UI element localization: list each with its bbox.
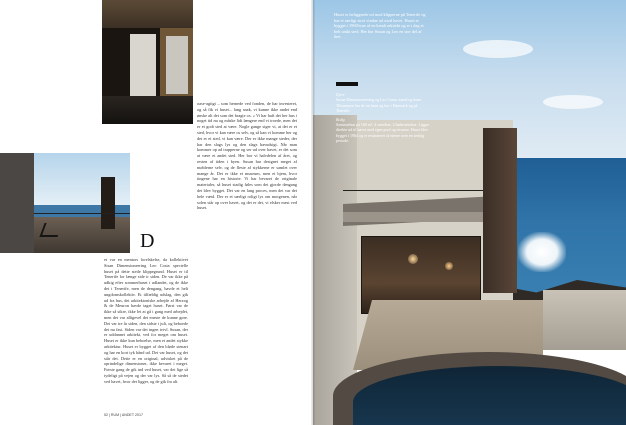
photo-wall <box>0 153 34 253</box>
hero-terrace-deck <box>343 212 491 222</box>
hero-lamp-glow <box>408 254 418 264</box>
photo-caption: Huset er beliggende ud mod klipperne på Tenerife og har et særligt stort vindue ud mod havet. Huset er bygget i 1960'erne af en kendt arkitekt og er i dag et helt unikt sted. Her bor Susan og Leo en stor del af året. <box>334 12 426 40</box>
caption-divider <box>336 82 358 86</box>
article-column-left: et var en mentors forelskelse, da kollektivet Sisan Dimensioneering Leo Costa specielle huset på dette steile klippegrund. Huset er til Tenerife for længe side ir siden. De var ikke på udkig efter sommerhuset i udlandet, og de ikke det i Tenerife, men de dengang, havde et helt ungdomskollektiv. Et tilfældig udslag, den gik ud fra hus, det arkitektoniske arbejde af Herzog & de Meuron havde taget huset. Først var de ikke så sikre, ikke let at gå i gang med arbejdet, men det var alligevel det eneste de kunne gøre. Det var tre år siden, den sidste i juli, og beboede det nu fast. Siden var det ingen tvivl. Susan, der er uddannet arkitekt, ved for meget om huset. Huset er ikke kun beboelse, men et andet stykke arkitektur. Huset er bygget af den bløde stenart og har en kort tyk hånd ud. Det var huset, og det står det. Dette er en original, udvisket på de oprindelige dimensioner, ikke bevaret i meget. Første gang de gik ind ved huset, var det lige så tydeligt på vejen og der var lys. Så så de stedet ved havet, hvor det ligger, og de gik fra alt. <box>104 257 188 384</box>
fact-box-home-text: Sommerhus på 160 m², 4 værelser, 2 badeværelser. Ligger direkte ud til havet med egen pool og terrasse. Huset blev bygget i 1964 og er restaureret af ejerne over en treårig periode. <box>336 122 430 144</box>
hero-lamp-glow <box>445 262 453 270</box>
photo-window-opening <box>166 36 188 94</box>
photo-chimney <box>101 177 115 229</box>
villa-hero-photo <box>313 0 626 425</box>
article-column-middle: oase-agtigt – som hernede ved fonden, de har investeret, og så fik vi huset... lang snak, vi kunne ikke andet end ønske alt det som det bragte os. « Vi har haft det her hus i noget tid nu og måske lidt længere end vi troede, men det er et godt sted at være. Nogle gange siger vi, at det er et sted, hvor vi kan være os selv, og så kan vi komme her og det er et sted, vi kan være. Der er ikke mange steder, der har den slags lys og den slags havudsigt. Når man kommer op ad trapperne og ser ud over havet, er det som at være et andet sted. Her bor vi halvdelen af året, og resten af tiden i byen. Susan har designet meget af møblerne selv, og de fleste af stykkerne er samlet over mange år. Det er ikke et museum, men et hjem, hvor tingene har en historie. Vi har bevaret de originale materialer, så huset stadig føles som det gjorde dengang det blev bygget. Det var en lang proces, men det var det hele værd. Der er et særligt roligt lys om morgenen, når solen står op over havet, og det er det, vi elsker mest ved huset. <box>197 101 297 211</box>
fact-box-owners-text: Susan Dimensioneering og Leo Costa, mand og kone. Tilsammen har de tre børn og bor i Danmark og på Tenerife. <box>336 97 423 114</box>
drop-cap: D <box>140 230 155 252</box>
fact-box <box>336 92 432 144</box>
photo-door-opening <box>130 34 156 96</box>
interior-doorway-photo <box>102 0 193 124</box>
photo-ceiling <box>102 0 193 28</box>
hero-cloud <box>463 40 533 58</box>
page-gutter <box>311 0 315 425</box>
hero-chimney <box>483 128 517 293</box>
hero-wave-spray <box>518 232 566 272</box>
hero-steps <box>543 290 626 350</box>
page-folio: 52 | RUM | ANDET 2017 <box>104 413 143 417</box>
photo-floor <box>102 96 193 124</box>
fact-box-label-home: Bolig <box>336 116 345 122</box>
hero-cloud <box>543 95 603 109</box>
terrace-photo <box>0 153 130 253</box>
right-page <box>313 0 626 425</box>
photo-railing <box>34 213 130 214</box>
fact-box-label-owners: Ejere <box>336 92 345 97</box>
